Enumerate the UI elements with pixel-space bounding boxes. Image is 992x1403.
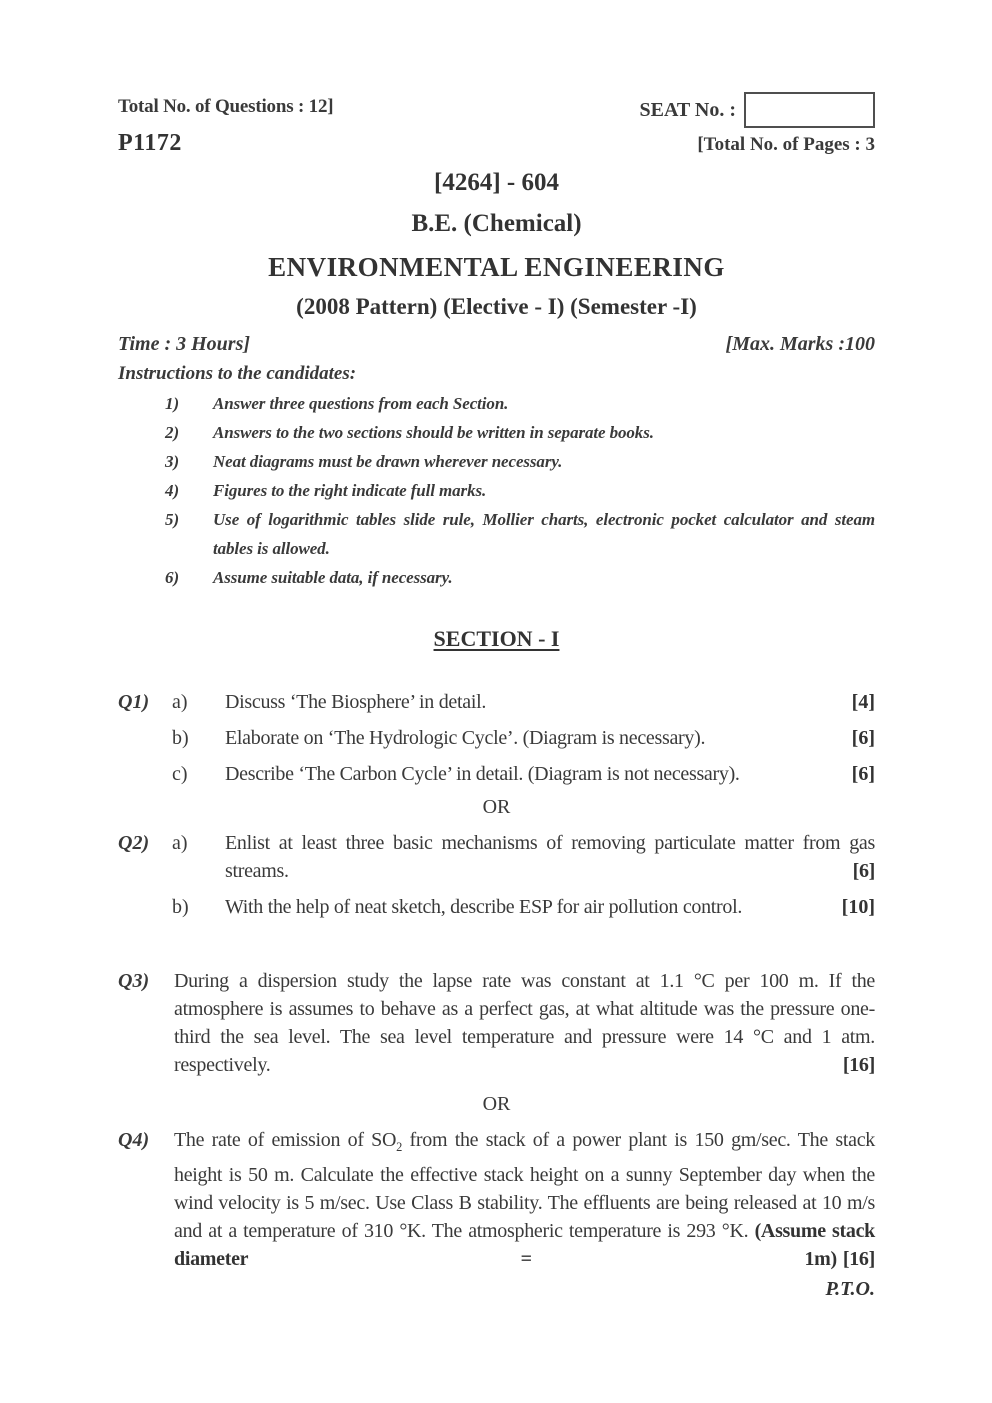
instruction-item [165, 505, 875, 563]
instruction-number: 6) [165, 568, 180, 587]
question-4 [118, 1126, 875, 1273]
pto-label: P.T.O. [825, 1278, 875, 1300]
section-1-heading: SECTION - I [433, 626, 560, 651]
instruction-text: Answers to the two sections should be written in separate books. [213, 423, 654, 442]
part-text: Discuss ‘The Biosphere’ in detail. [225, 691, 487, 713]
part-letter: a) [172, 832, 188, 854]
instruction-text: Assume suitable data, if necessary. [213, 568, 453, 587]
question-marks: [16] [842, 1248, 875, 1270]
part-letter: a) [172, 691, 188, 713]
question-label: Q1) [118, 691, 150, 713]
part-marks: [6] [851, 763, 875, 785]
part-text: Elaborate on ‘The Hydrologic Cycle’. (Diagram is necessary). [225, 727, 706, 749]
instructions-list [118, 389, 875, 592]
seat-number-label: SEAT No. : [639, 98, 736, 121]
part-letter: b) [172, 727, 189, 749]
question-bold-note: (Assume stack diameter = 1m) [174, 1220, 875, 1270]
instruction-item [165, 563, 875, 592]
instruction-text: Answer three questions from each Section. [213, 394, 509, 413]
part-text: Describe ‘The Carbon Cycle’ in detail. (Diagram is not necessary). [225, 763, 740, 785]
part-letter: b) [172, 896, 189, 918]
question-label: Q2) [118, 832, 150, 854]
question-2-part-b [118, 893, 875, 921]
or-divider: OR [482, 1093, 511, 1115]
max-marks-label: [Max. Marks :100 [725, 333, 875, 355]
instruction-text: Neat diagrams must be drawn wherever necessary. [213, 452, 563, 471]
instruction-number: 1) [165, 394, 180, 413]
question-3 [118, 967, 875, 1079]
time-marks-row [118, 333, 875, 356]
instruction-number: 5) [165, 510, 180, 529]
header-row-1 [118, 92, 875, 128]
instruction-text: Use of logarithmic tables slide rule, Mollier charts, electronic pocket calculator and steam tables is allowed. [213, 510, 875, 558]
instruction-number: 2) [165, 423, 180, 442]
instruction-item [165, 476, 875, 505]
part-marks: [4] [851, 691, 875, 713]
exam-code-title: [4264] - 604 [434, 169, 559, 196]
part-letter: c) [172, 763, 188, 785]
branch-title: B.E. (Chemical) [411, 210, 582, 237]
question-label: Q3) [118, 970, 150, 992]
part-marks: [6] [852, 860, 875, 882]
subject-title: ENVIRONMENTAL ENGINEERING [268, 252, 725, 282]
question-marks: [16] [842, 1054, 875, 1076]
instruction-number: 4) [165, 481, 180, 500]
header-row-2 [118, 130, 875, 157]
total-pages-label: [Total No. of Pages : 3 [697, 134, 875, 155]
instruction-text: Figures to the right indicate full marks. [213, 481, 487, 500]
question-label: Q4) [118, 1129, 150, 1151]
instructions-heading: Instructions to the candidates: [118, 363, 357, 384]
question-text-block [174, 1126, 875, 1273]
part-text: Enlist at least three basic mechanisms of removing particulate matter from gas streams. [225, 832, 875, 882]
question-text-part2: from the stack of a power plant is 150 gm/sec. The stack height is 50 m. Calculate the effective stack height on a sunny September day when the wind velocity is 5 m/sec. Use Class B stability. The effluents are being released at 10 m/s and at a temperature of 310 °K. The atmospheric temperature is 293 °K. [174, 1129, 876, 1242]
part-marks: [6] [851, 727, 875, 749]
question-2 [118, 829, 875, 921]
instruction-item [165, 389, 875, 418]
seat-number-box [744, 92, 875, 128]
seat-number-group [639, 92, 875, 128]
question-2-part-a [118, 829, 875, 885]
question-1-part-c [118, 760, 875, 788]
part-marks: [10] [841, 896, 875, 918]
question-text-block [174, 967, 875, 1079]
instruction-number: 3) [165, 452, 180, 471]
question-text: During a dispersion study the lapse rate was constant at 1.1 °C per 100 m. If the atmosphere is assumes to behave as a perfect gas, at what altitude was the pressure one-third the sea level. The sea level temperature and pressure were 14 °C and 1 atm. respectively. [174, 970, 875, 1076]
paper-code: P1172 [118, 130, 182, 156]
pattern-title: (2008 Pattern) (Elective - I) (Semester -I) [296, 294, 697, 319]
time-label: Time : 3 Hours] [118, 333, 251, 355]
total-questions-label: Total No. of Questions : 12] [118, 96, 334, 117]
question-1 [118, 688, 875, 788]
part-text: With the help of neat sketch, describe ESP for air pollution control. [225, 896, 743, 918]
question-1-part-a [118, 688, 875, 716]
question-text-part1: The rate of emission of SO [174, 1129, 397, 1151]
so2-subscript: 2 [396, 1140, 403, 1154]
or-divider: OR [482, 796, 511, 818]
question-1-part-b [118, 724, 875, 752]
part-text-block [225, 829, 875, 885]
instruction-item [165, 418, 875, 447]
instruction-item [165, 447, 875, 476]
